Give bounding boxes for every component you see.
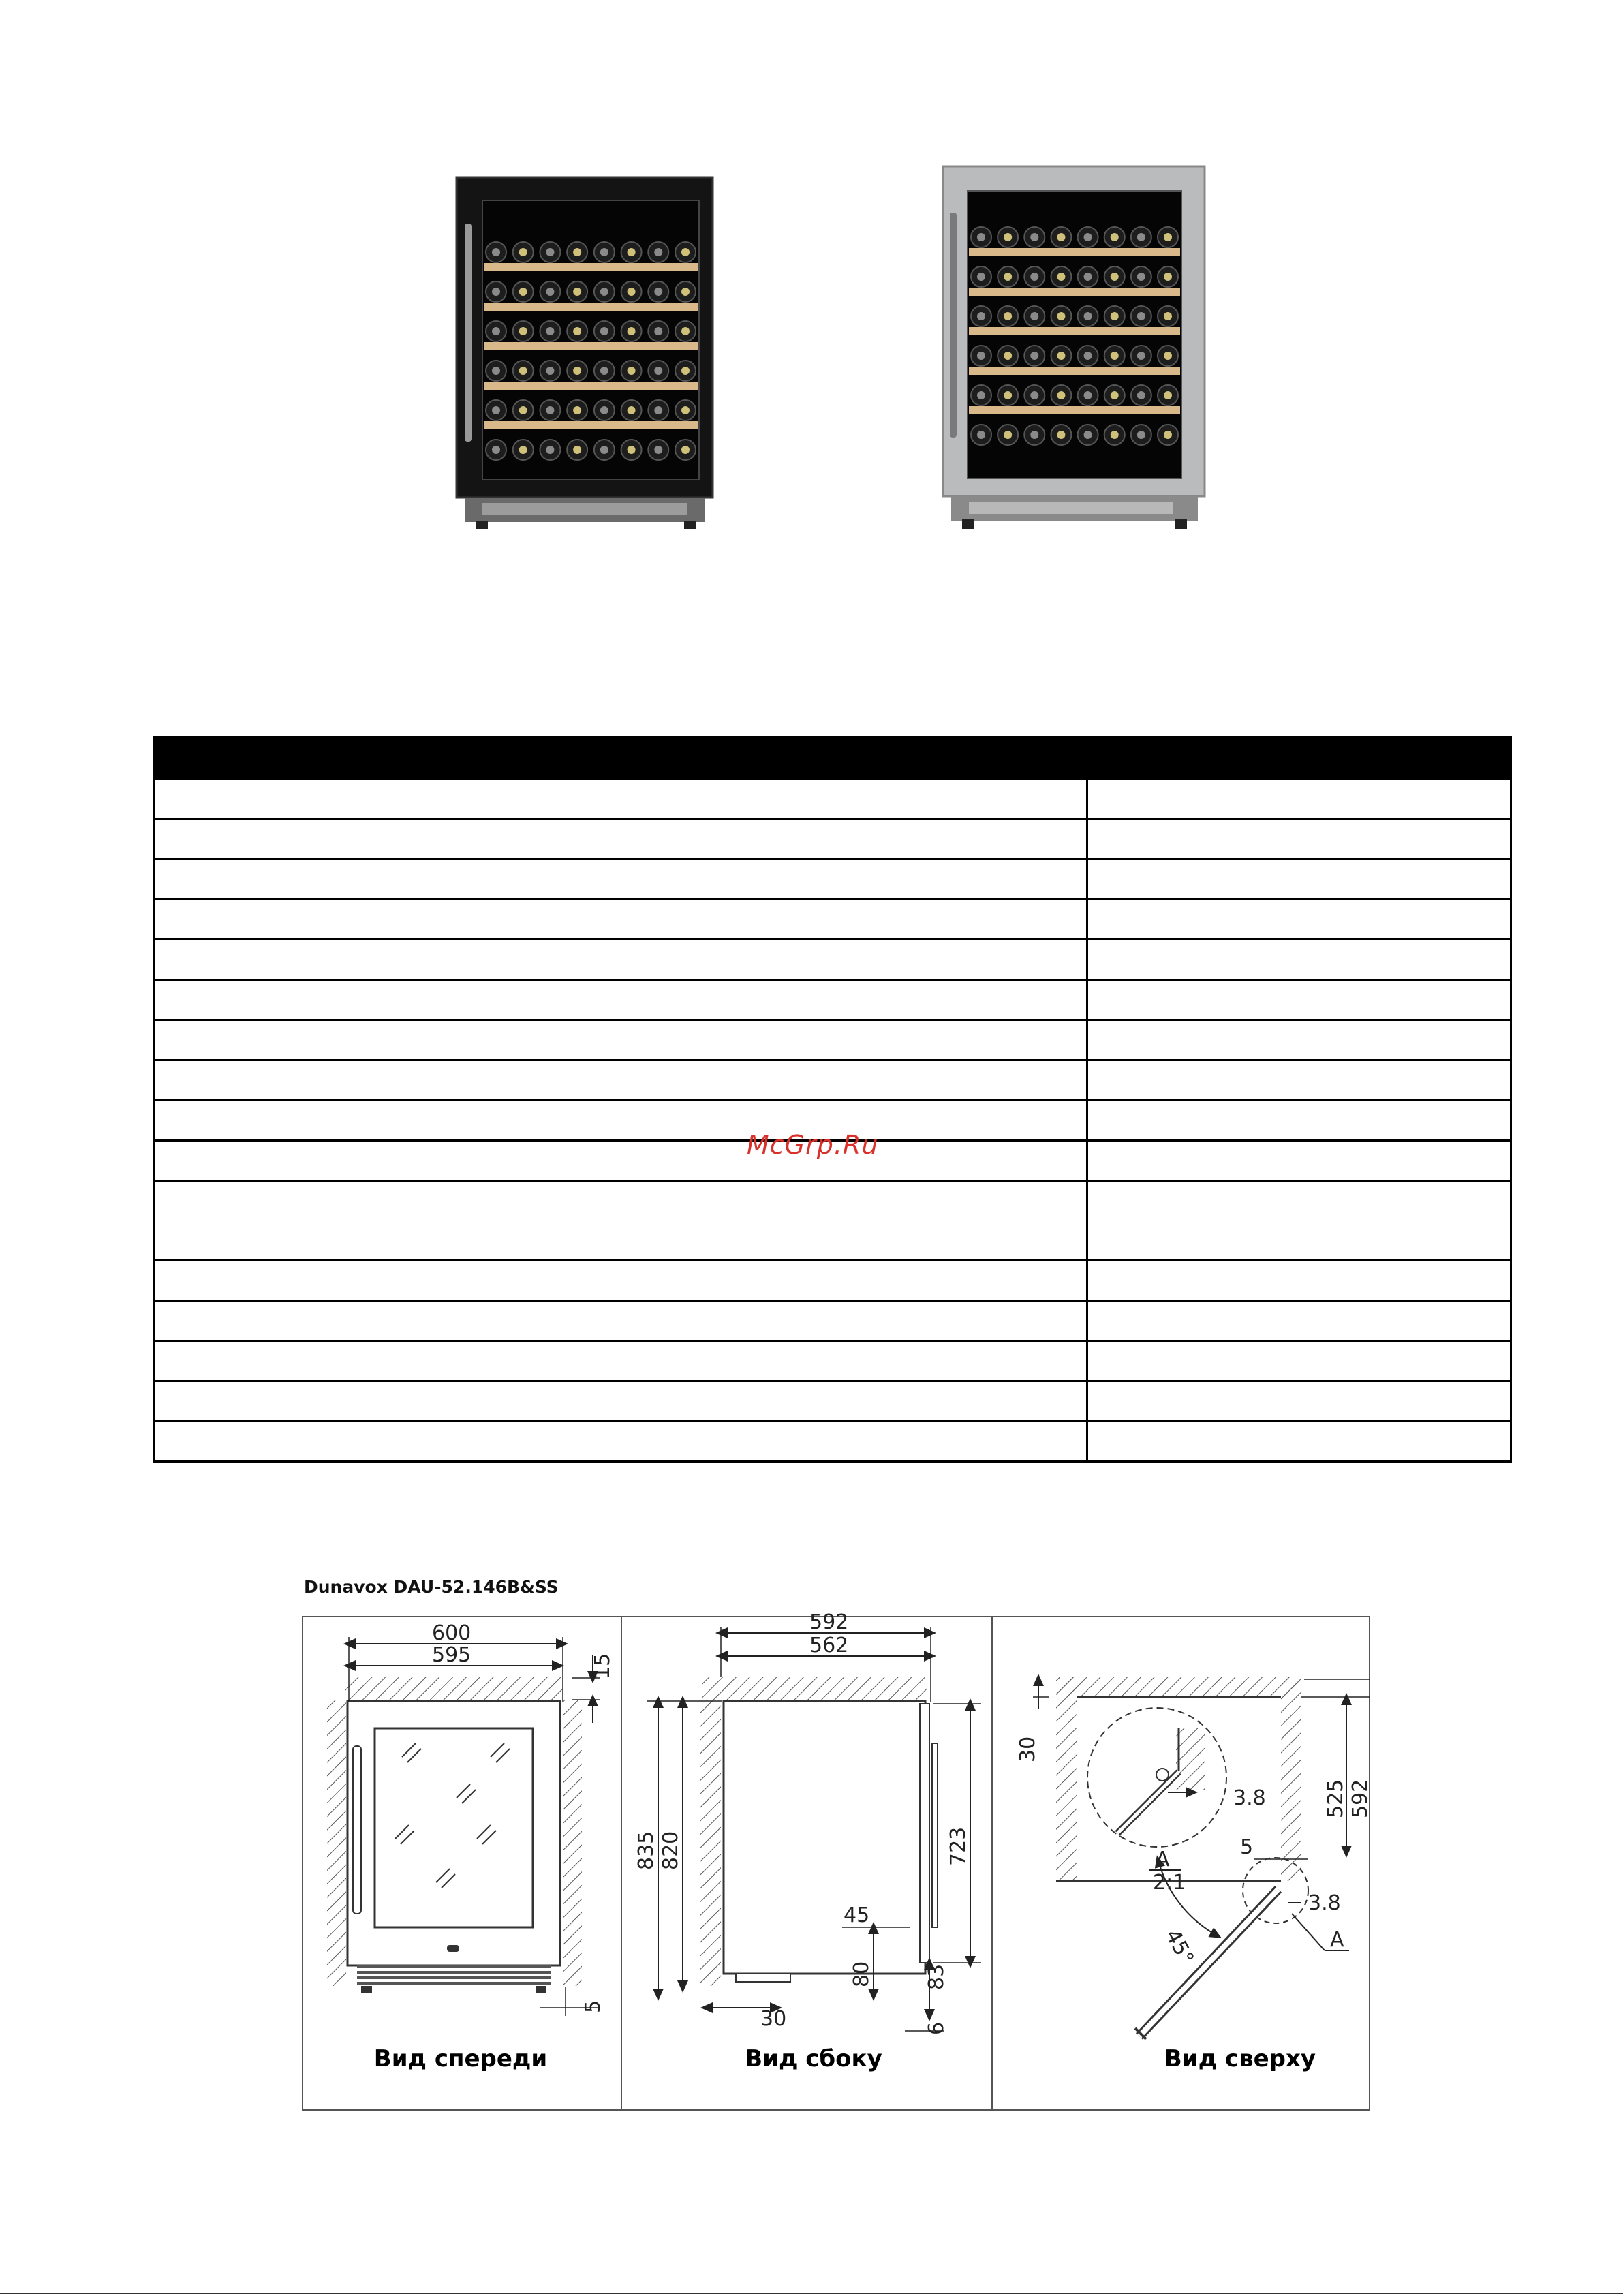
table-row bbox=[154, 940, 1511, 980]
dim-label: 723 bbox=[946, 1826, 970, 1866]
bottle-cap-mark bbox=[1004, 431, 1012, 439]
table-row bbox=[154, 859, 1511, 900]
product-photo-black bbox=[455, 176, 714, 532]
table-cell bbox=[1087, 1020, 1511, 1060]
shelf-mark bbox=[484, 382, 698, 390]
dim-label: 45° bbox=[1160, 1925, 1199, 1969]
bottle-cap-mark bbox=[1137, 391, 1145, 399]
table-cell bbox=[1087, 1141, 1511, 1181]
bottle-cap-mark bbox=[1164, 391, 1172, 399]
table-row bbox=[154, 1341, 1511, 1381]
bottle-cap-mark bbox=[628, 327, 636, 335]
bottle-cap-mark bbox=[546, 288, 554, 296]
bottle-cap-mark bbox=[628, 288, 636, 296]
bottle-cap-mark bbox=[681, 248, 690, 256]
bottle-cap-mark bbox=[492, 406, 500, 414]
bottle-cap-mark bbox=[977, 352, 985, 360]
bottle-cap-mark bbox=[654, 248, 662, 256]
bottle-cap-mark bbox=[519, 446, 527, 454]
table-cell bbox=[1087, 1261, 1511, 1301]
bottle-cap-mark bbox=[1004, 273, 1012, 281]
bottle-cap-mark bbox=[1137, 352, 1145, 360]
bottle-cap-mark bbox=[1111, 352, 1119, 360]
table-header-row bbox=[154, 737, 1511, 779]
bottle-cap-mark bbox=[654, 446, 662, 454]
bottle-cap-mark bbox=[546, 248, 554, 256]
bottle-cap-mark bbox=[977, 312, 985, 320]
bottle-cap-mark bbox=[1084, 391, 1092, 399]
front-view-label: Вид спереди bbox=[373, 2045, 548, 2072]
bottle-cap-mark bbox=[1030, 431, 1038, 439]
bottle-cap-mark bbox=[1057, 312, 1065, 320]
shelf-mark bbox=[484, 421, 698, 429]
bottle-cap-mark bbox=[492, 248, 500, 256]
dim-label: 80 bbox=[850, 1961, 874, 1987]
bottle-cap-mark bbox=[492, 288, 500, 296]
dim-label: 30 bbox=[760, 2007, 787, 2031]
bottle-cap-mark bbox=[1137, 273, 1145, 281]
bottle-cap-mark bbox=[600, 327, 608, 335]
watermark: McGrp.Ru bbox=[747, 1130, 879, 1160]
bottle-cap-mark bbox=[1111, 391, 1119, 399]
bottle-cap-mark bbox=[1111, 431, 1119, 439]
table-cell bbox=[154, 980, 1087, 1020]
table-cell bbox=[1087, 980, 1511, 1020]
shelf-mark bbox=[969, 367, 1180, 375]
table-cell bbox=[1087, 859, 1511, 900]
table-cell bbox=[154, 1181, 1087, 1261]
table-cell bbox=[1087, 940, 1511, 980]
table-row bbox=[154, 819, 1511, 859]
table-cell bbox=[154, 1381, 1087, 1422]
table-row bbox=[154, 1422, 1511, 1462]
page-bottom-rule bbox=[0, 2293, 1623, 2294]
shelf-mark bbox=[969, 327, 1180, 335]
bottle-cap-mark bbox=[681, 367, 690, 375]
bottle-cap-mark bbox=[1084, 273, 1092, 281]
side-view-label: Вид сбоку bbox=[745, 2045, 882, 2072]
dim-label: 3.8 bbox=[1233, 1786, 1266, 1810]
bottle-cap-mark bbox=[1111, 312, 1119, 320]
bottle-cap-mark bbox=[1164, 233, 1172, 241]
bottle-cap-mark bbox=[681, 327, 690, 335]
bottle-cap-mark bbox=[492, 367, 500, 375]
shelf-mark bbox=[484, 342, 698, 350]
bottle-cap-mark bbox=[1030, 312, 1038, 320]
bottle-cap-mark bbox=[654, 367, 662, 375]
bottle-cap-mark bbox=[519, 406, 527, 414]
table-cell bbox=[154, 1261, 1087, 1301]
grille-line bbox=[357, 1976, 551, 1979]
bottle-cap-mark bbox=[1084, 431, 1092, 439]
bottle-cap-mark bbox=[1084, 352, 1092, 360]
table-cell bbox=[154, 819, 1087, 859]
dim-label: 5 bbox=[1240, 1835, 1254, 1859]
bottle-cap-mark bbox=[1164, 431, 1172, 439]
bottle-cap-mark bbox=[600, 248, 608, 256]
table-cell bbox=[154, 1101, 1087, 1141]
bottle-cap-mark bbox=[546, 327, 554, 335]
bottle-cap-mark bbox=[1164, 352, 1172, 360]
bottle-cap-mark bbox=[1057, 431, 1065, 439]
bottle-cap-mark bbox=[1057, 273, 1065, 281]
table-row bbox=[154, 900, 1511, 940]
table-cell bbox=[1087, 819, 1511, 859]
bottle-cap-mark bbox=[600, 446, 608, 454]
bottle-cap-mark bbox=[600, 367, 608, 375]
bottle-cap-mark bbox=[573, 288, 581, 296]
bottle-cap-mark bbox=[600, 406, 608, 414]
table-cell bbox=[154, 1141, 1087, 1181]
bottle-cap-mark bbox=[519, 288, 527, 296]
bottle-cap-mark bbox=[1137, 431, 1145, 439]
table-cell bbox=[154, 900, 1087, 940]
bottle-cap-mark bbox=[492, 327, 500, 335]
table-cell bbox=[1087, 900, 1511, 940]
bottle-cap-mark bbox=[573, 327, 581, 335]
table-row bbox=[154, 980, 1511, 1020]
table-cell bbox=[154, 859, 1087, 900]
dim-label: 592 bbox=[809, 1610, 849, 1634]
bottle-cap-mark bbox=[977, 391, 985, 399]
shelf-mark bbox=[484, 303, 698, 311]
bottle-cap-mark bbox=[654, 288, 662, 296]
dim-label: 3.8 bbox=[1308, 1891, 1341, 1915]
side-view bbox=[634, 1610, 981, 2072]
bottle-cap-mark bbox=[654, 406, 662, 414]
bottle-cap-mark bbox=[1057, 233, 1065, 241]
table-header-cell bbox=[154, 737, 1087, 779]
dim-label: 6 bbox=[925, 2021, 948, 2035]
bottle-cap-mark bbox=[977, 233, 985, 241]
bottle-cap-mark bbox=[492, 446, 500, 454]
bottle-cap-mark bbox=[1164, 273, 1172, 281]
bottle-cap-mark bbox=[1111, 273, 1119, 281]
table-cell bbox=[1087, 1060, 1511, 1101]
table-header-cell bbox=[1087, 737, 1511, 779]
dim-label: A bbox=[1330, 1928, 1344, 1952]
bottle-cap-mark bbox=[681, 406, 690, 414]
bottle-cap-mark bbox=[546, 367, 554, 375]
shelf-mark bbox=[969, 406, 1180, 414]
table-cell bbox=[154, 1422, 1087, 1462]
bottle-cap-mark bbox=[681, 288, 690, 296]
table-cell bbox=[1087, 1341, 1511, 1381]
table-cell bbox=[154, 1301, 1087, 1341]
table-cell bbox=[154, 1020, 1087, 1060]
bottle-cap-mark bbox=[546, 406, 554, 414]
bottle-cap-mark bbox=[519, 367, 527, 375]
table-cell bbox=[154, 940, 1087, 980]
bottle-cap-mark bbox=[1030, 233, 1038, 241]
front-view bbox=[327, 1621, 615, 2072]
bottle-cap-mark bbox=[519, 248, 527, 256]
top-view-label: Вид сверху bbox=[1164, 2045, 1316, 2072]
product-photo-stainless bbox=[942, 165, 1207, 533]
table-row bbox=[154, 1020, 1511, 1060]
dimension-drawing bbox=[300, 1610, 1372, 2115]
bottle-cap-mark bbox=[1030, 352, 1038, 360]
dim-label: 15 bbox=[591, 1653, 615, 1679]
dim-label: 592 bbox=[1348, 1779, 1372, 1818]
bottle-cap-mark bbox=[654, 327, 662, 335]
dim-label: 30 bbox=[1016, 1736, 1040, 1762]
shelf-mark bbox=[484, 263, 698, 271]
dim-label: 5 bbox=[581, 2000, 605, 2013]
bottle-cap-mark bbox=[628, 248, 636, 256]
dim-label: 600 bbox=[432, 1621, 472, 1645]
bottle-cap-mark bbox=[681, 446, 690, 454]
bottle-cap-mark bbox=[1084, 233, 1092, 241]
bottle-cap-mark bbox=[1057, 352, 1065, 360]
bottle-cap-mark bbox=[1137, 233, 1145, 241]
bottle-cap-mark bbox=[628, 446, 636, 454]
table-cell bbox=[154, 779, 1087, 819]
bottle-cap-mark bbox=[1004, 391, 1012, 399]
bottle-cap-mark bbox=[519, 327, 527, 335]
bottle-cap-mark bbox=[573, 248, 581, 256]
bottle-cap-mark bbox=[1137, 312, 1145, 320]
bottle-cap-mark bbox=[1004, 312, 1012, 320]
bottle-cap-mark bbox=[628, 367, 636, 375]
dim-label: 835 bbox=[634, 1831, 658, 1870]
shelf-mark bbox=[969, 288, 1180, 296]
bottle-cap-mark bbox=[1030, 273, 1038, 281]
table-cell bbox=[1087, 1381, 1511, 1422]
table-cell bbox=[1087, 1181, 1511, 1261]
dim-label: 562 bbox=[809, 1634, 849, 1657]
bottle-cap-mark bbox=[573, 446, 581, 454]
shelf-mark bbox=[969, 248, 1180, 256]
dim-label: A bbox=[1156, 1848, 1170, 1871]
table-cell bbox=[1087, 1301, 1511, 1341]
table-row bbox=[154, 1060, 1511, 1101]
table-cell bbox=[154, 1341, 1087, 1381]
spec-table bbox=[153, 736, 1512, 1463]
dim-label: 2:1 bbox=[1153, 1871, 1186, 1895]
dim-label: 820 bbox=[659, 1831, 683, 1870]
table-row bbox=[154, 1181, 1511, 1261]
dim-label: 45 bbox=[844, 1903, 870, 1927]
bottle-cap-mark bbox=[1084, 312, 1092, 320]
table-cell bbox=[154, 1060, 1087, 1101]
grille-line bbox=[357, 1965, 551, 1968]
dim-label: 595 bbox=[432, 1643, 472, 1667]
table-row bbox=[154, 779, 1511, 819]
bottle-cap-mark bbox=[628, 406, 636, 414]
table-cell bbox=[1087, 1422, 1511, 1462]
table-row bbox=[154, 1301, 1511, 1341]
bottle-cap-mark bbox=[1030, 391, 1038, 399]
bottle-cap-mark bbox=[600, 288, 608, 296]
model-title: Dunavox DAU-52.146B&SS bbox=[304, 1577, 559, 1597]
bottle-cap-mark bbox=[1004, 233, 1012, 241]
bottle-cap-mark bbox=[1057, 391, 1065, 399]
bottle-cap-mark bbox=[977, 273, 985, 281]
table-cell bbox=[1087, 779, 1511, 819]
bottle-cap-mark bbox=[573, 367, 581, 375]
grille-line bbox=[357, 1982, 551, 1985]
top-view bbox=[1016, 1677, 1372, 2072]
dim-label: 83 bbox=[925, 1963, 948, 1990]
bottle-cap-mark bbox=[977, 431, 985, 439]
bottle-cap-mark bbox=[1004, 352, 1012, 360]
table-cell bbox=[1087, 1101, 1511, 1141]
grille-line bbox=[357, 1971, 551, 1974]
bottle-cap-mark bbox=[1164, 312, 1172, 320]
bottle-cap-mark bbox=[1111, 233, 1119, 241]
table-row bbox=[154, 1381, 1511, 1422]
bottle-cap-mark bbox=[546, 446, 554, 454]
table-row bbox=[154, 1261, 1511, 1301]
dim-label: 525 bbox=[1324, 1779, 1348, 1818]
bottle-cap-mark bbox=[573, 406, 581, 414]
